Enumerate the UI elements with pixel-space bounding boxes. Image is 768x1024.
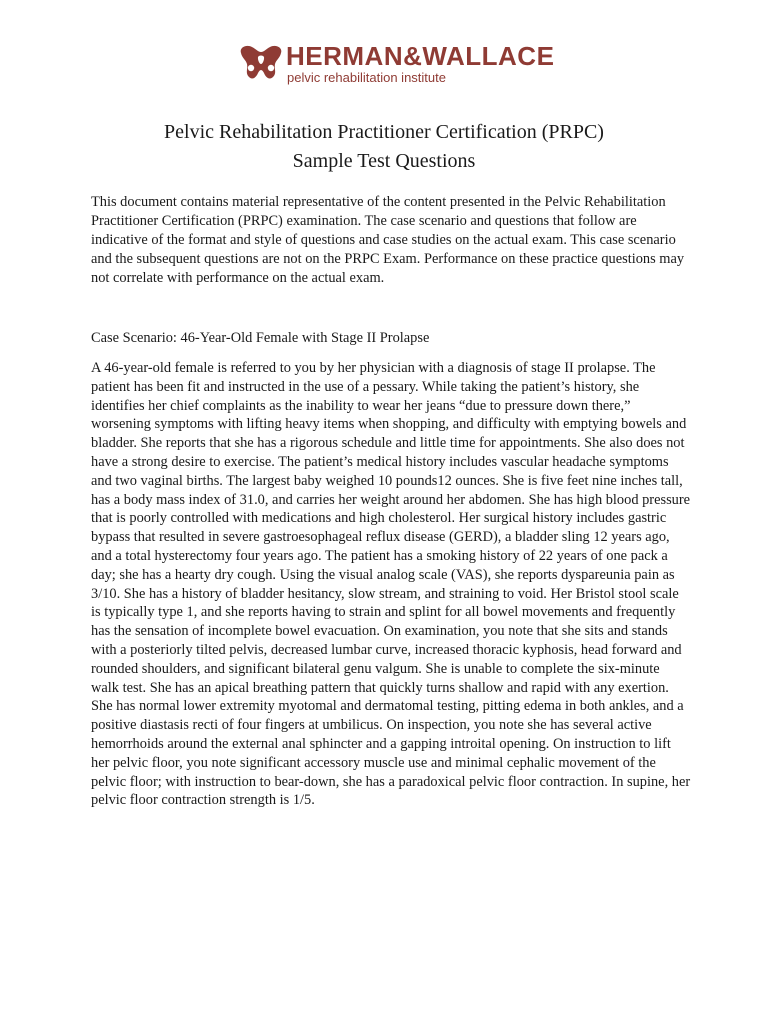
document-title xyxy=(0,118,768,176)
brand-name: HERMAN&WALLACE xyxy=(286,41,555,71)
brand-tagline: pelvic rehabilitation institute xyxy=(287,70,446,85)
case-scenario-heading: Case Scenario: 46-Year-Old Female with Stage II Prolapse xyxy=(91,330,430,346)
case-scenario-body: A 46-year-old female is referred to you by her physician with a diagnosis of stage II prolapse. The patient has been fit and instructed in the use of a pessary. While taking the patient’s history, she identifies her chief complaints as the inability to wear her jeans “due to pressure down there,” worsening symptoms with lifting heavy items when shopping, and difficulty with emptying bowels and bladder. She reports that she has a rigorous schedule and little time for appointments. She also does not have a strong desire to exercise. The patient’s medical history includes vascular headache symptoms and two vaginal births. The largest baby weighed 10 pounds12 ounces. She is five feet nine inches tall, has a body mass index of 31.0, and carries her weight around her abdomen. She has high blood pressure that is poorly controlled with medications and high cholesterol. Her surgical history includes gastric bypass that resulted in severe gastroesophageal reflux disease (GERD), a bladder sling 12 years ago, and a total hysterectomy four years ago. The patient has a smoking history of 22 years of one pack a day; she has a hearty dry cough. Using the visual analog scale (VAS), she reports dyspareunia pain as 3/10. She has a history of bladder hesitancy, slow stream, and straining to void. Her Bristol stool scale is typically type 1, and she reports having to strain and splint for all bowel movements and frequently has the sensation of incomplete bowel evacuation. On examination, you note that she sits and stands with a posteriorly tilted pelvis, decreased lumbar curve, increased thoracic kyphosis, head forward and rounded shoulders, and significant bilateral genu valgum. She is unable to complete the six-minute walk test. She has an apical breathing pattern that quickly turns shallow and rapid with any exertion. She has normal lower extremity myotomal and dermatomal testing, pitting edema in both ankles, and a positive diastasis recti of four fingers at umbilicus. On inspection, you note she has several active hemorrhoids around the external anal sphincter and a gapping introital opening. On instruction to lift her pelvic floor, you note significant accessory muscle use and minimal cephalic movement of the pelvic floor; with instruction to bear-down, she has a paradoxical pelvic floor contraction. In supine, her pelvic floor contraction strength is 1/5. xyxy=(91,360,691,809)
pelvis-icon xyxy=(238,43,284,83)
title-line-2: Sample Test Questions xyxy=(292,150,476,172)
title-line-1: Pelvic Rehabilitation Practitioner Certification (PRPC) xyxy=(164,121,604,143)
brand-logo xyxy=(238,40,568,90)
intro-paragraph: This document contains material representative of the content presented in the Pelvic Rehabilitation Practitioner Certification (PRPC) examination. The case scenario and questions that follow are indicative of the format and style of questions and case studies on the actual exam. This case scenario and the subsequent questions are not on the PRPC Exam. Performance on these practice questions may not correlate with performance on the actual exam. xyxy=(91,194,685,286)
